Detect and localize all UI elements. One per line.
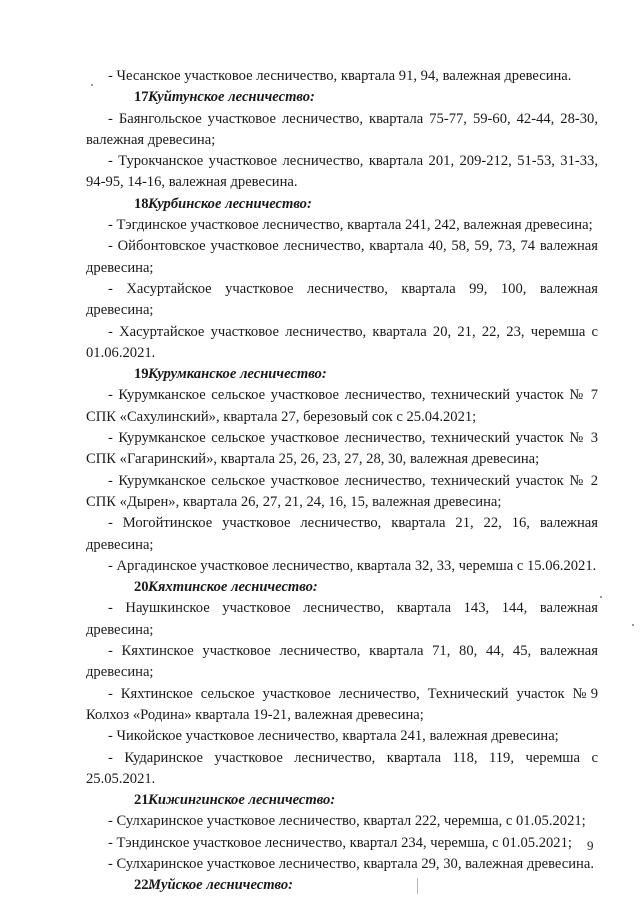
section-title: Кяхтинское лесничество: bbox=[148, 579, 318, 596]
section-heading bbox=[86, 87, 598, 108]
list-item: - Чикойское участковое лесничество, квартала 241, валежная древесина; bbox=[108, 728, 559, 745]
section-heading bbox=[86, 194, 598, 215]
list-item: - Курумканское сельское участковое лесничество, технический участок № 3 СПК «Гагаринский», квартала 25, 26, 23, 27, 28, 30, валежная древесина; bbox=[86, 430, 598, 468]
list-item: - Ойбонтовское участковое лесничество, квартала 40, 58, 59, 73, 74 валежная древесина; bbox=[86, 238, 598, 276]
list-item: - Кударинское участковое лесничество, квартала 118, 119, черемша с 25.05.2021. bbox=[86, 749, 598, 787]
section-number: 21. bbox=[134, 792, 153, 809]
list-item: - Хасуртайское участковое лесничество, квартала 99, 100, валежная древесина; bbox=[86, 280, 598, 319]
list-item: - Чесанское участковое лесничество, квартала 91, 94, валежная древесина. bbox=[108, 68, 572, 84]
section-heading bbox=[86, 577, 598, 598]
scan-speck bbox=[600, 596, 602, 598]
section-title: Кижингинское лесничество: bbox=[148, 792, 336, 809]
section-title: Курумканское лесничество: bbox=[148, 366, 327, 383]
list-item: - Тэндинское участковое лесничество, квартал 234, черемша, с 01.05.2021; bbox=[108, 834, 572, 851]
section-title: Муйское лесничество: bbox=[148, 877, 294, 894]
list-item: - Сулхаринское участковое лесничество, квартал 222, черемша, с 01.05.2021; bbox=[108, 813, 586, 830]
section-title: Курбинское лесничество: bbox=[148, 195, 312, 212]
list-item: - Курумканское сельское участковое лесничество, технический участок № 7 СПК «Сахулинский», квартала 27, березовый сок с 25.04.2021; bbox=[86, 387, 598, 425]
list-item: - Баянгольское участковое лесничество, квартала 75-77, 59-60, 42-44, 28-30, валежная древесина; bbox=[86, 110, 598, 148]
list-item: - Сулхаринское участковое лесничество, квартала 29, 30, валежная древесина. bbox=[108, 855, 594, 872]
section-number: 19. bbox=[134, 366, 153, 383]
section-heading bbox=[86, 364, 598, 385]
list-item: - Кяхтинское сельское участковое лесничество, Технический участок №9 Колхоз «Родина» квартала 19-21, валежная древесина; bbox=[86, 685, 598, 723]
section-number: 20. bbox=[134, 579, 153, 596]
section-number: 17. bbox=[134, 89, 153, 106]
list-item: - Хасуртайское участковое лесничество, квартала 20, 21, 22, 23, черемша с 01.06.2021. bbox=[86, 323, 598, 361]
list-item: - Курумканское сельское участковое лесничество, технический участок № 2 СПК «Дырен», квартала 26, 27, 21, 24, 16, 15, валежная древесина; bbox=[86, 472, 598, 510]
list-item: - Кяхтинское участковое лесничество, квартала 71, 80, 44, 45, валежная древесина; bbox=[86, 643, 598, 681]
document-body bbox=[86, 66, 598, 897]
section-number: 22. bbox=[134, 877, 153, 894]
page-number: 9 bbox=[587, 838, 594, 853]
list-item: - Аргадинское участковое лесничество, квартала 32, 33, черемша с 15.06.2021. bbox=[108, 557, 597, 574]
list-item: - Турокчанское участковое лесничество, квартала 201, 209-212, 51-53, 31-33, 94-95, 14-16, валежная древесина. bbox=[86, 153, 598, 191]
list-item: - Тэгдинское участковое лесничество, квартала 241, 242, валежная древесина; bbox=[108, 217, 593, 234]
section-number: 18. bbox=[134, 195, 153, 212]
scan-speck bbox=[632, 624, 634, 626]
section-heading bbox=[86, 875, 598, 896]
scan-mark bbox=[417, 878, 418, 894]
list-item: - Могойтинское участковое лесничество, квартала 21, 22, 16, валежная древесина; bbox=[86, 515, 598, 553]
section-heading bbox=[86, 790, 598, 811]
scan-speck bbox=[91, 84, 93, 86]
list-item: - Наушкинское участковое лесничество, квартала 143, 144, валежная древесина; bbox=[86, 600, 598, 638]
section-title: Куйтунское лесничество: bbox=[148, 89, 315, 106]
